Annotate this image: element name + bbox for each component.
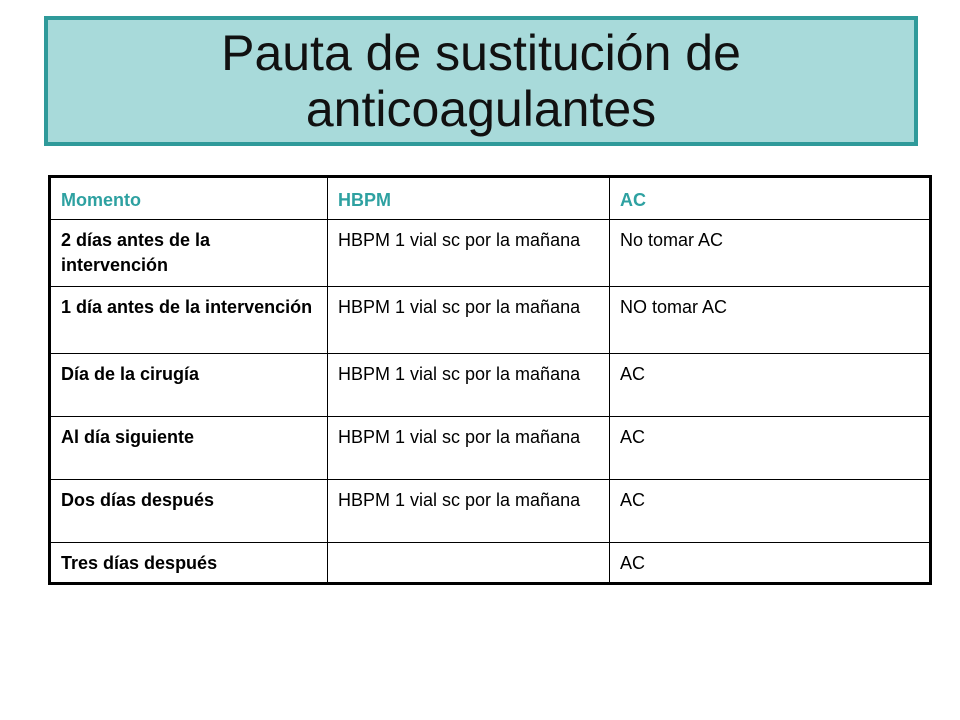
ac-cell: AC <box>610 480 931 543</box>
ac-cell: NO tomar AC <box>610 287 931 354</box>
slide-title: Pauta de sustitución de anticoagulantes <box>221 25 741 137</box>
ac-cell: AC <box>610 543 931 584</box>
title-box <box>44 16 918 146</box>
momento-cell: Día de la cirugía <box>50 354 328 417</box>
momento-cell: Dos días después <box>50 480 328 543</box>
table-row <box>50 480 931 543</box>
table-row <box>50 354 931 417</box>
table-row <box>50 417 931 480</box>
header-momento: Momento <box>50 177 328 220</box>
momento-cell: 1 día antes de la intervención <box>50 287 328 354</box>
hbpm-cell: HBPM 1 vial sc por la mañana <box>328 480 610 543</box>
header-hbpm: HBPM <box>328 177 610 220</box>
hbpm-cell: HBPM 1 vial sc por la mañana <box>328 417 610 480</box>
table-header-row <box>50 177 931 220</box>
ac-cell: AC <box>610 354 931 417</box>
hbpm-cell <box>328 543 610 584</box>
momento-cell: 2 días antes de la intervención <box>50 220 328 287</box>
momento-cell: Al día siguiente <box>50 417 328 480</box>
table-row <box>50 220 931 287</box>
substitution-schedule-table <box>48 175 932 585</box>
table-row <box>50 543 931 584</box>
ac-cell: AC <box>610 417 931 480</box>
hbpm-cell: HBPM 1 vial sc por la mañana <box>328 287 610 354</box>
header-ac: AC <box>610 177 931 220</box>
hbpm-cell: HBPM 1 vial sc por la mañana <box>328 220 610 287</box>
hbpm-cell: HBPM 1 vial sc por la mañana <box>328 354 610 417</box>
table-row <box>50 287 931 354</box>
ac-cell: No tomar AC <box>610 220 931 287</box>
momento-cell: Tres días después <box>50 543 328 584</box>
